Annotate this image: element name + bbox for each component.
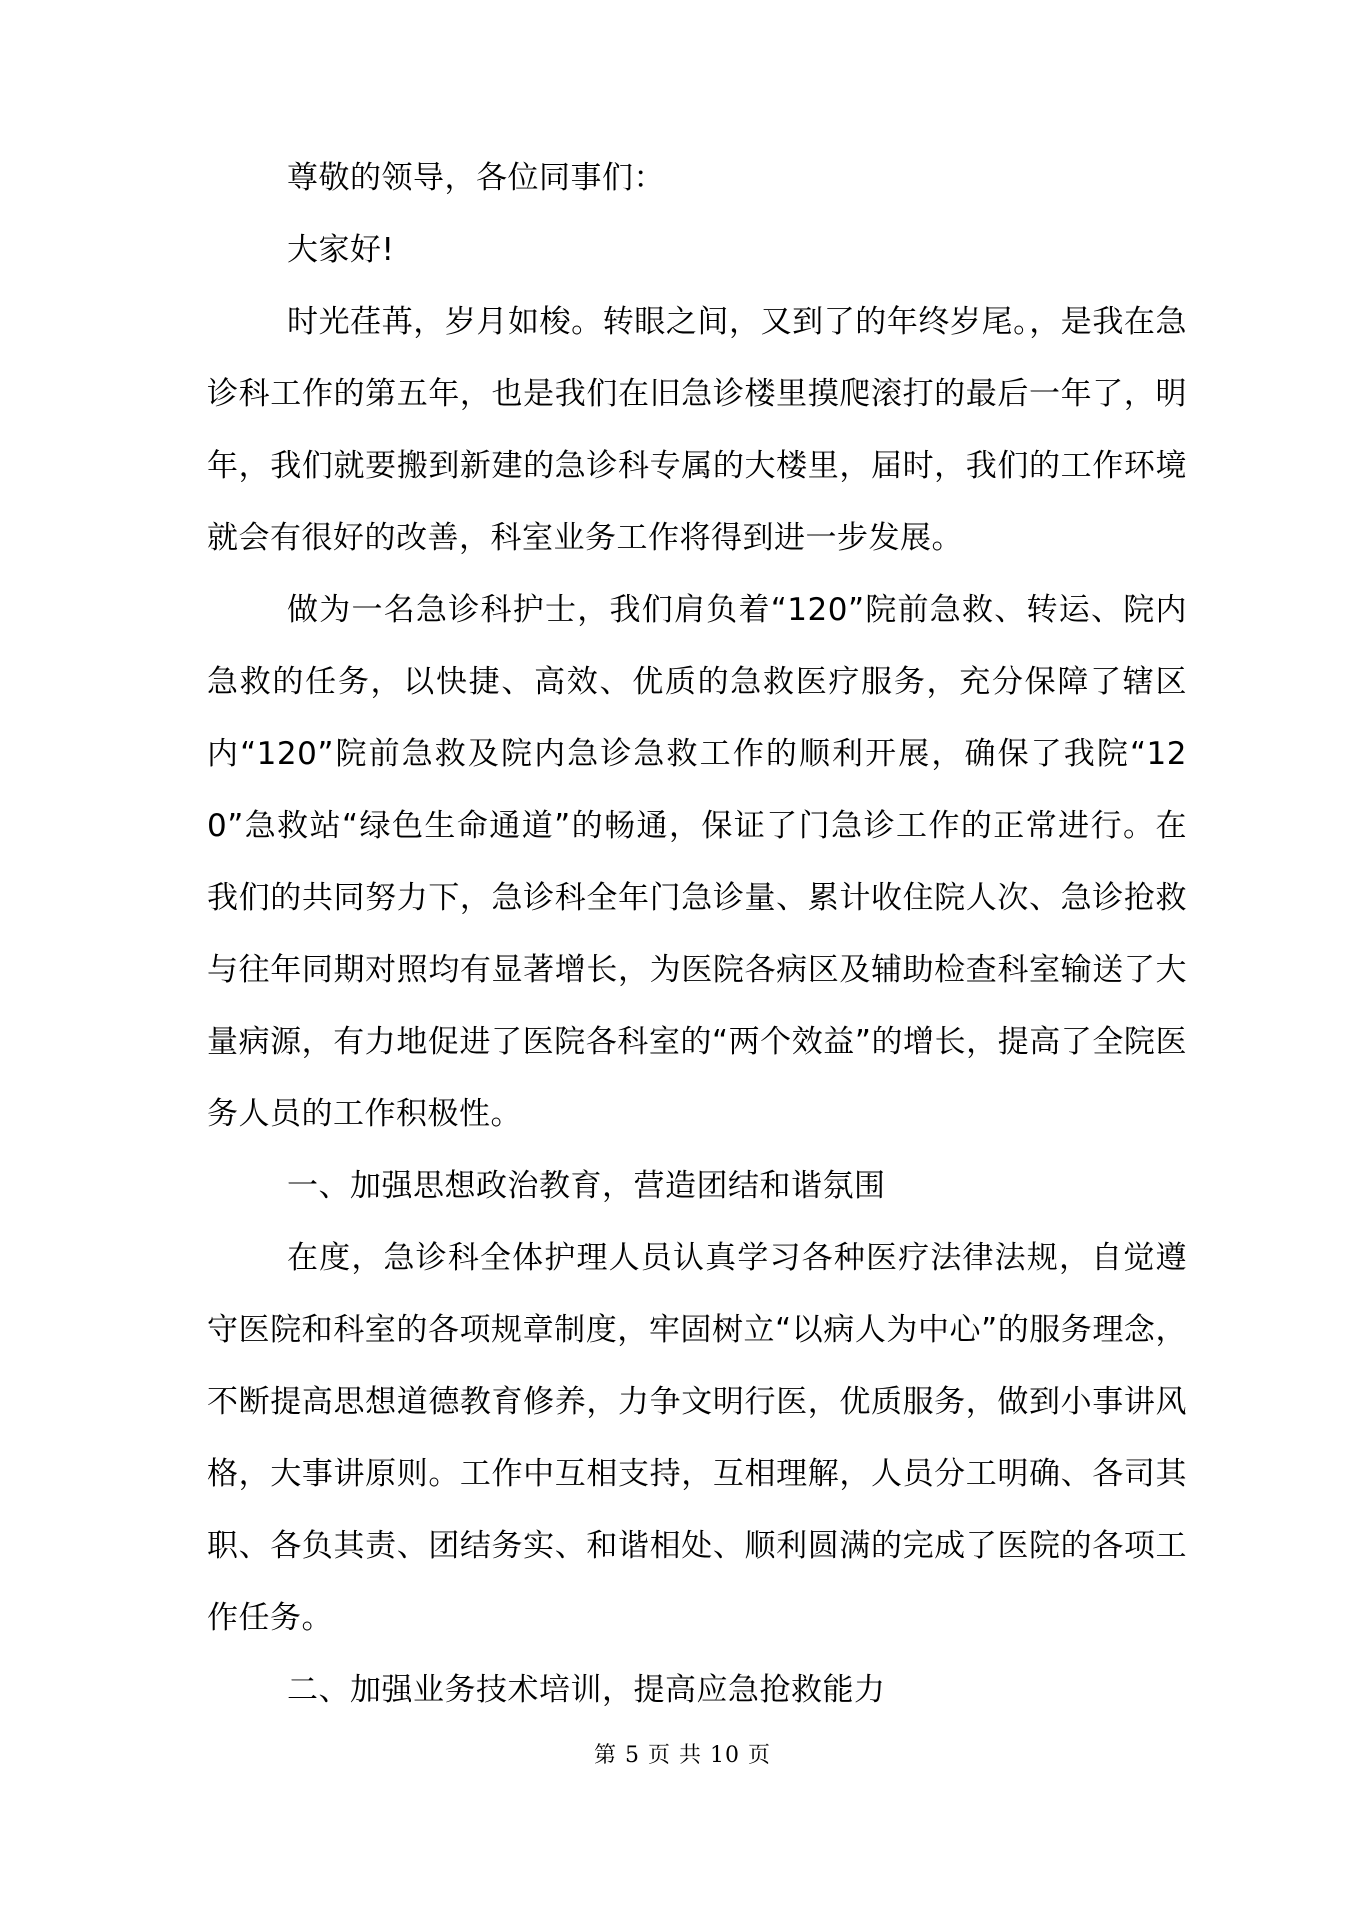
paragraph-section-1: 在度，急诊科全体护理人员认真学习各种医疗法律法规，自觉遵守医院和科室的各项规章制度，牢固树立“以病人为中心”的服务理念，不断提高思想道德教育修养，力争文明行医，优质服务，做到小事讲风格，大事讲原则。工作中互相支持，互相理解，人员分工明确、各司其职、各负其责、团结务实、和谐相处、顺利圆满的完成了医院的各项工作任务。 [207, 1240, 1187, 1636]
page-footer [0, 1738, 1365, 1769]
document-body [207, 142, 1187, 1726]
page-number-label: 第 5 页 共 10 页 [594, 1743, 771, 1768]
section-heading-1: 一、加强思想政治教育，营造团结和谐氛围 [287, 1168, 886, 1204]
salutation: 尊敬的领导，各位同事们： [287, 160, 665, 196]
paragraph-opening: 时光荏苒，岁月如梭。转眼之间，又到了的年终岁尾。，是我在急诊科工作的第五年，也是我们在旧急诊楼里摸爬滚打的最后一年了，明年，我们就要搬到新建的急诊科专属的大楼里，届时，我们的工作环境就会有很好的改善，科室业务工作将得到进一步发展。 [207, 304, 1187, 556]
section-heading-2: 二、加强业务技术培训，提高应急抢救能力 [287, 1672, 886, 1708]
greeting: 大家好! [287, 232, 395, 268]
paragraph-duties: 做为一名急诊科护士，我们肩负着“120”院前急救、转运、院内急救的任务，以快捷、高效、优质的急救医疗服务，充分保障了辖区内“120”院前急救及院内急诊急救工作的顺利开展，确保了我院“120”急救站“绿色生命通道”的畅通，保证了门急诊工作的正常进行。在我们的共同努力下，急诊科全年门急诊量、累计收住院人次、急诊抢救与往年同期对照均有显著增长，为医院各病区及辅助检查科室输送了大量病源，有力地促进了医院各科室的“两个效益”的增长，提高了全院医务人员的工作积极性。 [207, 592, 1187, 1132]
